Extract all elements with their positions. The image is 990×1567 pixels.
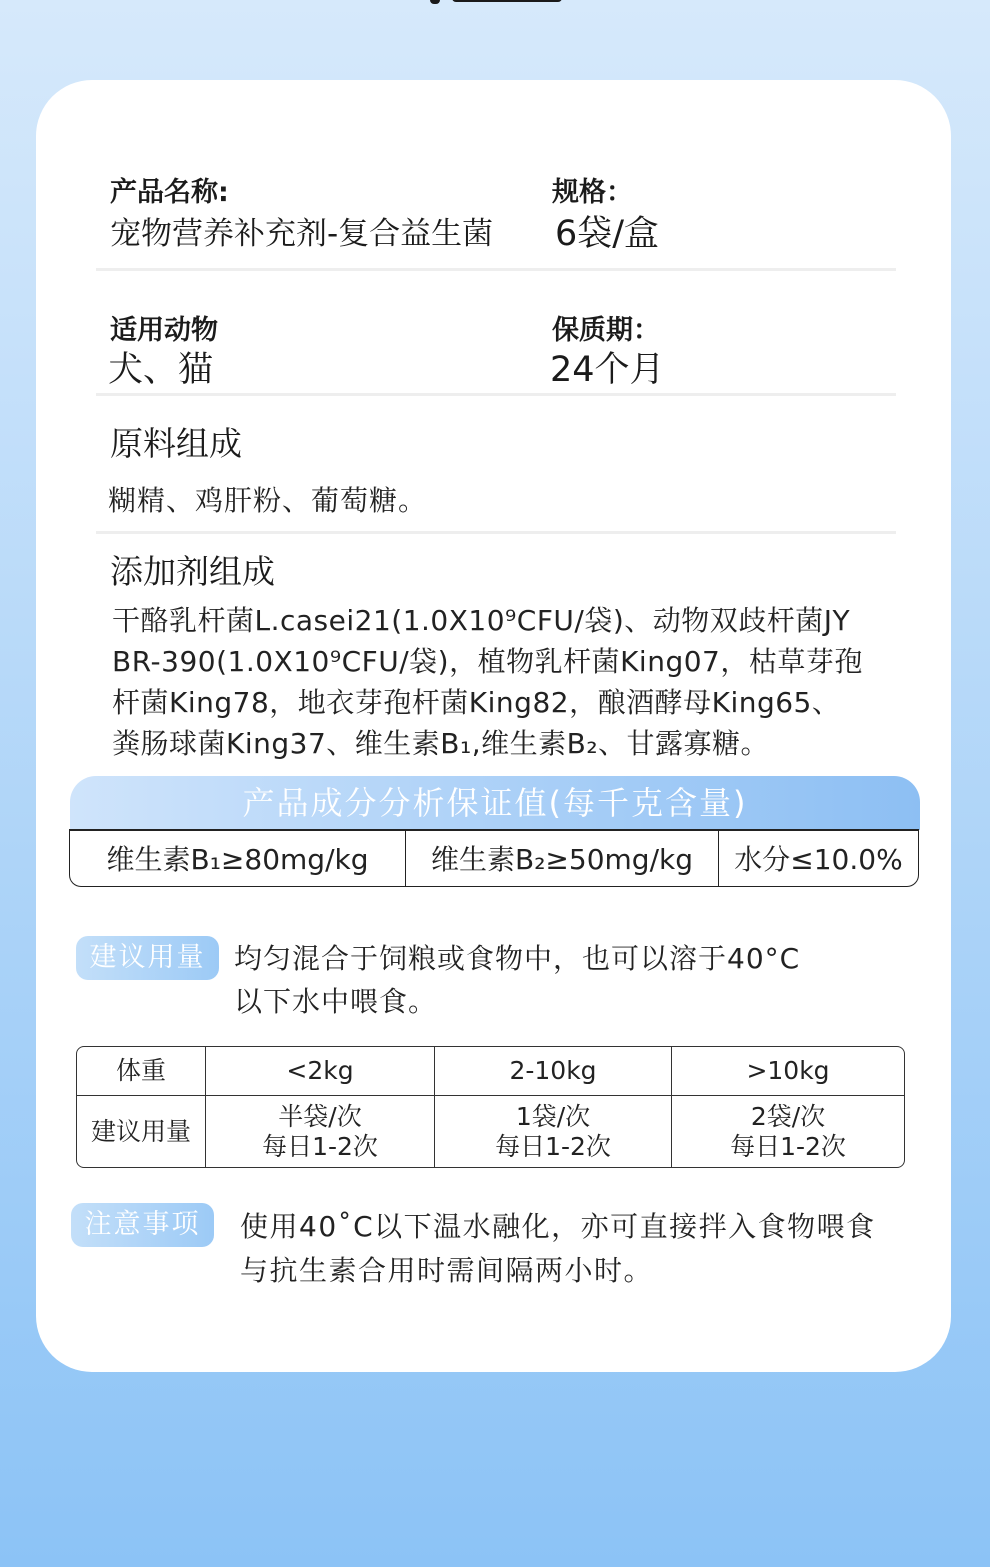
animal-value: 犬、猫 — [108, 350, 214, 390]
guarantee-vitamin-b1: 维生素B₁≥80mg/kg — [106, 843, 369, 876]
additives-text — [112, 600, 912, 764]
product-name-value: 宠物营养补充剂-复合益生菌 — [110, 216, 494, 252]
dosage-header-row — [77, 1047, 904, 1095]
guarantee-banner: 产品成分分析保证值(每千克含量) — [70, 776, 920, 830]
guarantee-moisture: 水分≤10.0% — [718, 830, 918, 886]
top-decoration-bar — [452, 0, 562, 2]
dosage-row-label: 建议用量 — [77, 1095, 205, 1167]
dosage-row — [77, 1095, 904, 1167]
notice-line: 与抗生素合用时需间隔两小时。 — [240, 1254, 654, 1287]
dosage-amount: 1袋/次 — [515, 1101, 591, 1131]
shelf-life-value: 24个月 — [550, 350, 665, 390]
additives-line: 杆菌King78，地衣芽孢杆菌King82，酿酒酵母King65、 — [112, 686, 841, 719]
guarantee-vitamin-b2: 维生素B₂≥50mg/kg — [405, 830, 718, 886]
divider — [96, 393, 896, 396]
dosage-cell — [205, 1095, 434, 1167]
ingredients-text: 糊精、鸡肝粉、葡萄糖。 — [108, 484, 428, 517]
dosage-frequency: 每日1-2次 — [262, 1131, 378, 1161]
guarantee-table — [69, 830, 919, 887]
top-decoration-dot — [430, 0, 440, 4]
dosage-table — [76, 1046, 905, 1168]
dosage-frequency: 每日1-2次 — [495, 1131, 611, 1161]
dosage-cell — [671, 1095, 904, 1167]
divider — [96, 531, 896, 534]
spec-value: 6袋/盒 — [555, 214, 660, 254]
dosage-header-over-10kg: >10kg — [671, 1047, 904, 1095]
usage-text — [234, 937, 800, 1023]
additives-line: 粪肠球菌King37、维生素B₁,维生素B₂、甘露寡糖。 — [112, 727, 770, 760]
dosage-cell — [434, 1095, 671, 1167]
product-info-card — [36, 80, 951, 1372]
notice-text — [240, 1205, 876, 1293]
dosage-frequency: 每日1-2次 — [730, 1131, 846, 1161]
dosage-header-2-10kg: 2-10kg — [434, 1047, 671, 1095]
notice-tag: 注意事项 — [71, 1203, 214, 1247]
additives-title: 添加剂组成 — [110, 552, 275, 591]
dosage-amount: 半袋/次 — [278, 1101, 362, 1131]
animal-label: 适用动物 — [110, 315, 218, 346]
usage-line: 均匀混合于饲粮或食物中，也可以溶于40°C — [234, 942, 801, 975]
notice-line: 使用40˚C以下温水融化，亦可直接拌入食物喂食 — [240, 1210, 876, 1243]
dosage-header-under-2kg: <2kg — [205, 1047, 434, 1095]
ingredients-title: 原料组成 — [110, 424, 242, 463]
additives-line: BR-390(1.0X10⁹CFU/袋)，植物乳杆菌King07，枯草芽孢 — [112, 645, 863, 678]
dosage-amount: 2袋/次 — [750, 1101, 826, 1131]
product-name-label: 产品名称: — [110, 177, 229, 208]
additives-line: 干酪乳杆菌L.casei21(1.0X10⁹CFU/袋)、动物双歧杆菌JY — [112, 604, 851, 637]
divider — [96, 268, 896, 271]
dosage-header-weight: 体重 — [115, 1056, 166, 1085]
shelf-life-label: 保质期： — [552, 315, 660, 346]
usage-tag: 建议用量 — [76, 936, 219, 980]
usage-line: 以下水中喂食。 — [234, 985, 438, 1018]
spec-label: 规格： — [552, 177, 633, 208]
